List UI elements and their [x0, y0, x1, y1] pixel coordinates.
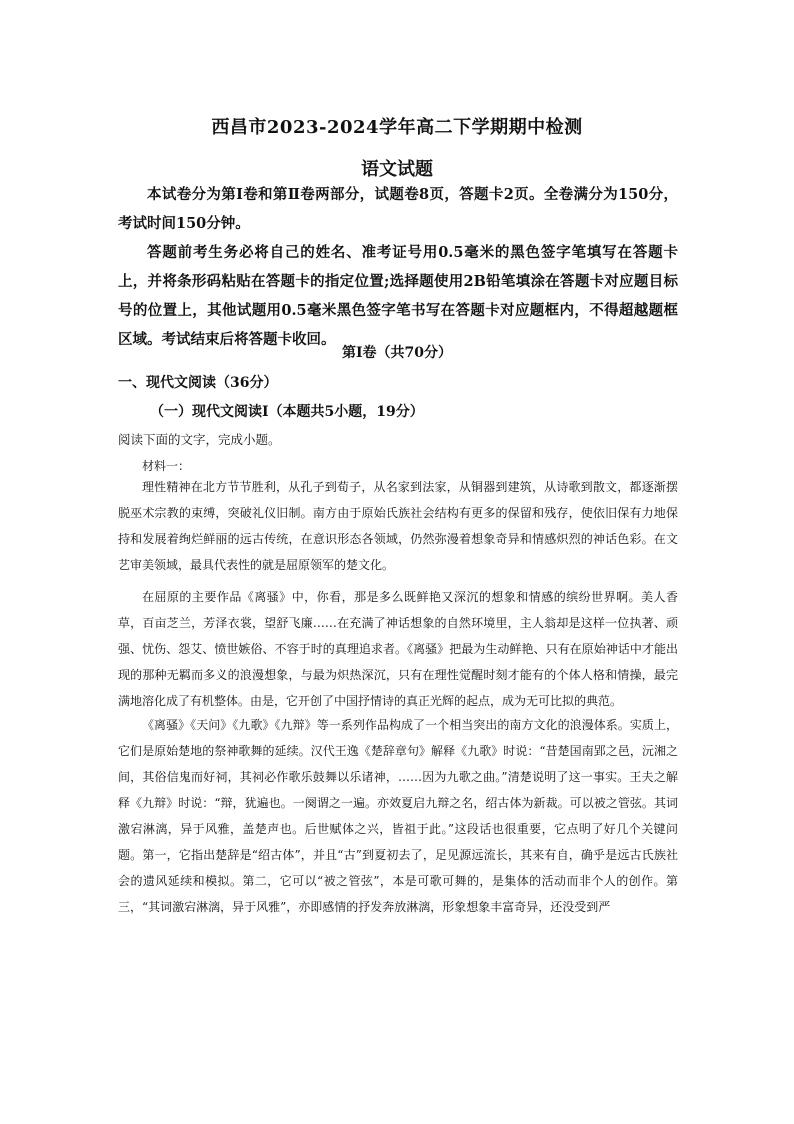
- volume-heading: 第Ⅰ卷（共70分）: [341, 345, 453, 361]
- material-label: 材料一：: [142, 459, 191, 473]
- passage-paragraph-3: 《离骚》《天问》《九歌》《九辩》等一系列作品构成了一个相当突出的南方文化的浪漫体系。实质上，它们是原始楚地的祭神歌舞的延续。汉代王逸《楚辞章句》解释《九歌》时说：“昔楚国南郢之邑，沅湘之间，其俗信鬼而好祠，其祠必作歌乐鼓舞以乐诸神，……因为九歌之曲。”清楚说明了这一事实。王夫之解释《九辩》时说：“辩，犹遍也。一阕谓之一遍。亦效夏启九辩之名，绍古体为新裁。可以被之管弦。其词激宕淋漓，异于风雅，盖楚声也。后世赋体之兴，皆祖于此。”这段话也很重要，它点明了好几个关键问题。第一，它指出楚辞是“绍古体”，并且“古”到夏初去了，足见源远流长，其来有自，确乎是远古氏族社会的遗风延续和模拟。第二，它可以“被之管弦”，本是可歌可舞的，是集体的活动而非个人的创作。第三，“其词激宕淋漓，异于风雅”，亦即感情的抒发奔放淋漓，形象想象丰富奇异，还没受到严: [118, 718, 678, 914]
- notice-paragraph-2: 答题前考生务必将自己的姓名、准考证号用0.5毫米的黑色签字笔填写在答题卡上，并将条形码粘贴在答题卡的指定位置;选择题使用2B铅笔填涂在答题卡对应题目标号的位置上，其他试题用0.5毫米黑色签字笔书写在答题卡对应题框内，不得超越题框区域。考试结束后将答题卡收回。: [118, 244, 678, 348]
- passage-paragraph-2: 在屈原的主要作品《离骚》中，你看，那是多么既鲜艳又深沉的想象和情感的缤纷世界啊。美人香草，百亩芝兰，芳泽衣裳，望舒飞廉……在充满了神话想象的自然环境里，主人翁却是这样一位执著、顽强、忧伤、怨艾、愤世嫉俗、不容于时的真理追求者。《离骚》把最为生动鲜艳、只有在原始神话中才能出现的那种无羁而多义的浪漫想象，与最为炽热深沉，只有在理性觉醒时刻才能有的个体人格和情操，最完满地溶化成了有机整体。由是，它开创了中国抒情诗的真正光辉的起点，成为无可比拟的典范。: [118, 590, 678, 708]
- section-heading: 一、现代文阅读（36分）: [118, 375, 278, 391]
- notice-paragraph-1: 本试卷分为第Ⅰ卷和第Ⅱ卷两部分，试题卷8页，答题卡2页。全卷满分为150分，考试时间150分钟。: [118, 186, 678, 232]
- subsection-heading: （一）现代文阅读Ⅰ（本题共5小题，19分）: [150, 404, 424, 420]
- reading-passage-3: [118, 712, 678, 920]
- exam-title: 西昌市2023-2024学年高二下学期期中检测: [211, 117, 583, 138]
- reading-passage-2: [118, 584, 678, 714]
- exam-notice: [118, 180, 678, 354]
- passage-paragraph-1: 理性精神在北方节节胜利，从孔子到荀子，从名家到法家，从铜器到建筑，从诗歌到散文，都逐渐摆脱巫术宗教的束缚，突破礼仪旧制。南方由于原始氏族社会结构有更多的保留和残存，使依旧保有力地保持和发展着绚烂鲜丽的远古传统，在意识形态各领域，仍然弥漫着想象奇异和情感炽烈的神话色彩。在文艺审美领域，最具代表性的就是屈原领军的楚文化。: [118, 480, 678, 572]
- reading-instruction: 阅读下面的文字，完成小题。: [118, 432, 281, 447]
- reading-passage: [118, 474, 678, 578]
- exam-subtitle: 语文试题: [361, 159, 433, 180]
